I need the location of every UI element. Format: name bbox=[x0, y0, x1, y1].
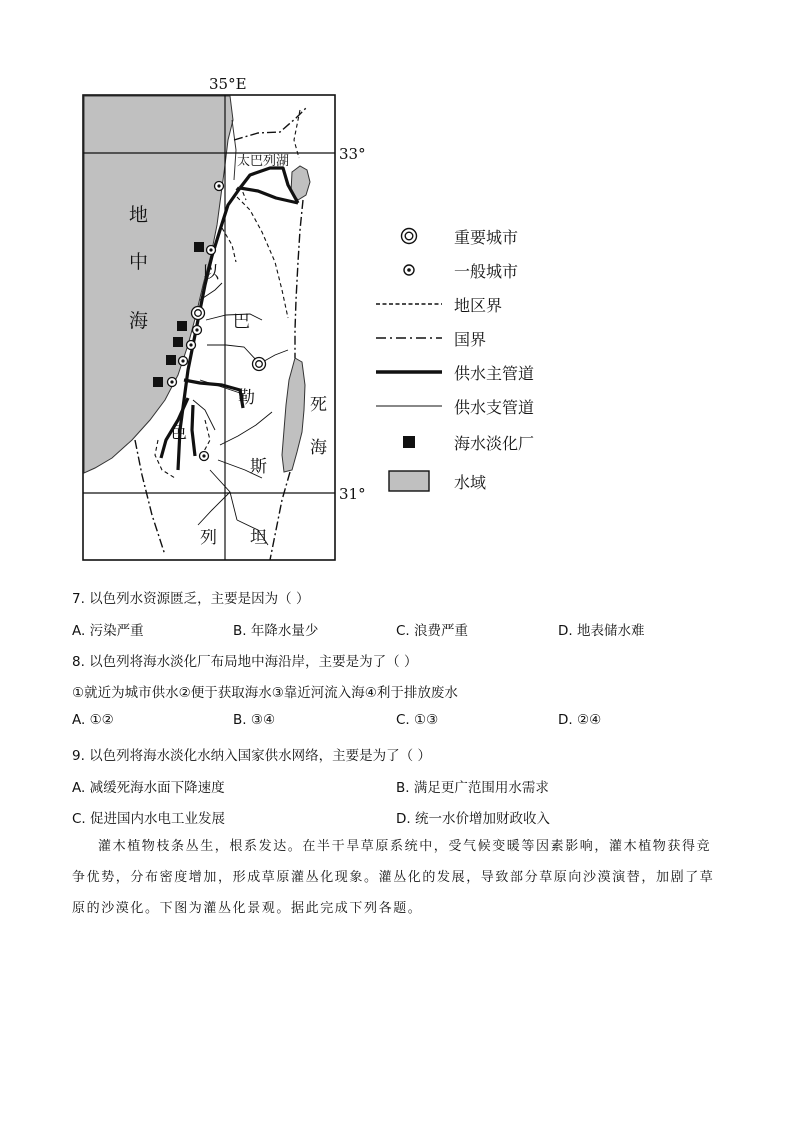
region-boundary-icon bbox=[372, 290, 446, 318]
national-border-icon bbox=[372, 324, 446, 352]
question-7-option-d[interactable]: D. 地表储水难 bbox=[558, 623, 645, 639]
country-label-ba: 巴 bbox=[233, 312, 250, 332]
plant-3 bbox=[173, 337, 183, 347]
question-7-option-c[interactable]: C. 浪费严重 bbox=[396, 623, 469, 639]
legend-row-branch-pipeline bbox=[372, 392, 535, 420]
question-7-stem: 7. 以色列水资源匮乏，主要是因为（ ） bbox=[72, 591, 310, 607]
city-1 bbox=[215, 182, 224, 191]
legend-label: 供水主管道 bbox=[454, 364, 535, 383]
legend-label: 供水支管道 bbox=[454, 398, 535, 417]
question-7-option-b[interactable]: B. 年降水量少 bbox=[233, 623, 319, 639]
question-8-option-b[interactable]: B. ③④ bbox=[233, 712, 276, 728]
question-7-option-a[interactable]: A. 污染严重 bbox=[72, 623, 144, 639]
question-9-option-b[interactable]: B. 满足更广范围用水需求 bbox=[396, 780, 549, 796]
legend-row-water bbox=[372, 467, 487, 495]
question-8-option-a[interactable]: A. ①② bbox=[72, 712, 114, 728]
city-7 bbox=[200, 452, 209, 461]
question-8-stem: 8. 以色列将海水淡化厂布局地中海沿岸，主要是为了（ ） bbox=[72, 654, 418, 670]
coastline bbox=[232, 120, 236, 180]
sea-label-3: 海 bbox=[129, 310, 149, 332]
sea-label-1: 地 bbox=[129, 204, 149, 226]
country-label-yi: 以 bbox=[202, 263, 219, 283]
plant-5 bbox=[153, 377, 163, 387]
city-2 bbox=[207, 246, 216, 255]
longitude-label: 35°E bbox=[209, 75, 247, 93]
water-area-icon bbox=[372, 467, 446, 495]
question-9-option-a[interactable]: A. 减缓死海水面下降速度 bbox=[72, 780, 225, 796]
desalination-plant-icon bbox=[372, 428, 446, 456]
country-label-lie: 列 bbox=[200, 528, 217, 548]
country-label-le: 勒 bbox=[238, 388, 255, 408]
question-8-option-c[interactable]: C. ①③ bbox=[396, 712, 439, 728]
deadsea-label-1: 死 bbox=[310, 395, 327, 415]
city-3 bbox=[193, 326, 202, 335]
plant-2 bbox=[177, 321, 187, 331]
plant-1 bbox=[194, 242, 204, 252]
question-9-option-c[interactable]: C. 促进国内水电工业发展 bbox=[72, 811, 226, 827]
legend-row-main-pipeline bbox=[372, 358, 535, 386]
branch-pipeline-icon bbox=[372, 392, 446, 420]
major-city-2 bbox=[253, 358, 266, 371]
reading-passage: 灌木植物枝条丛生，根系发达。在半干旱草原系统中，受气候变暖等因素影响，灌木植物获得竞争优势，分布密度增加，形成草原灌丛化现象。灌丛化的发展，导致部分草原向沙漠演替，加剧了草原的沙漠化。下图为灌丛化景观。据此完成下列各题。 bbox=[72, 839, 715, 916]
city-4 bbox=[187, 341, 196, 350]
legend-label: 一般城市 bbox=[454, 262, 519, 281]
question-9-option-d[interactable]: D. 统一水价增加财政收入 bbox=[396, 811, 550, 827]
question-9-stem: 9. 以色列将海水淡化水纳入国家供水网络，主要是为了（ ） bbox=[72, 748, 431, 764]
legend-row-major-city bbox=[372, 222, 519, 250]
legend-label: 地区界 bbox=[454, 296, 503, 315]
legend-row-city bbox=[372, 256, 519, 284]
city-icon bbox=[372, 256, 446, 284]
legend-label: 国界 bbox=[454, 330, 487, 349]
latitude-31-label: 31° bbox=[339, 485, 366, 503]
lake-label: 太巴列湖 bbox=[237, 154, 290, 169]
legend-label: 水域 bbox=[454, 473, 487, 492]
question-8-statements: ①就近为城市供水②便于获取海水③靠近河流入海④利于排放废水 bbox=[72, 685, 458, 701]
latitude-33-label: 33° bbox=[339, 145, 366, 163]
major-city-1 bbox=[192, 307, 205, 320]
legend-row-region-boundary bbox=[372, 290, 503, 318]
city-5 bbox=[179, 357, 188, 366]
deadsea-label-2: 海 bbox=[310, 438, 327, 458]
legend-label: 重要城市 bbox=[454, 228, 519, 247]
dead-sea bbox=[282, 358, 305, 472]
legend-label: 海水淡化厂 bbox=[454, 434, 535, 453]
sea-label-2: 中 bbox=[129, 251, 149, 273]
city-6 bbox=[168, 378, 177, 387]
country-label-se: 色 bbox=[170, 423, 187, 443]
major-city-icon bbox=[372, 222, 446, 250]
main-pipeline-icon bbox=[372, 358, 446, 386]
legend-row-national-border bbox=[372, 324, 487, 352]
country-label-si: 斯 bbox=[250, 457, 267, 477]
country-label-tan: 坦 bbox=[250, 528, 267, 548]
legend-row-desalination bbox=[372, 428, 535, 456]
question-8-option-d[interactable]: D. ②④ bbox=[558, 712, 602, 728]
plant-4 bbox=[166, 355, 176, 365]
